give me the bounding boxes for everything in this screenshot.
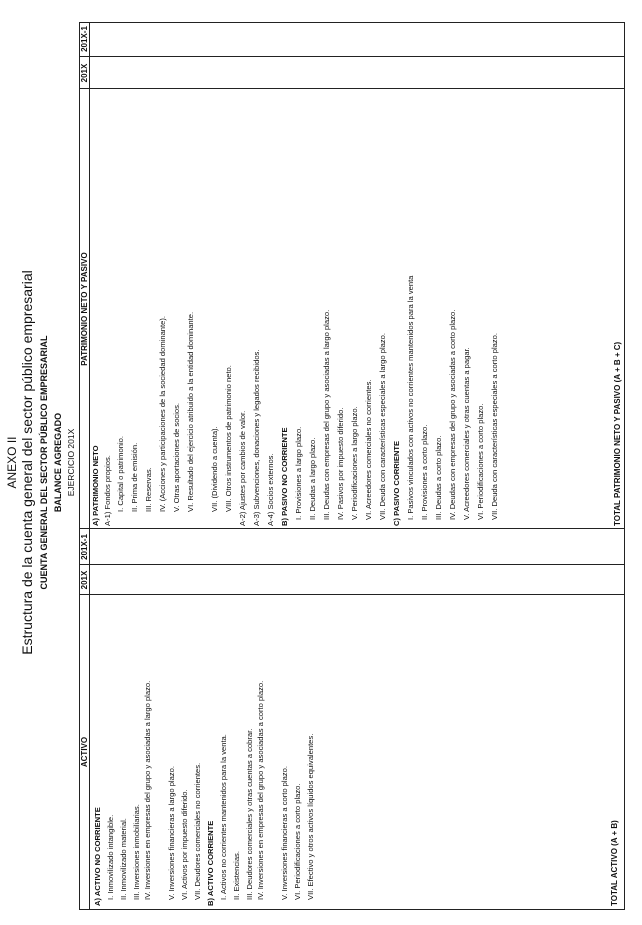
list-item: V. Inversiones financieras a largo plazo.	[167, 766, 176, 900]
header-prev-year: 201X-1	[80, 26, 89, 52]
list-item: V. Periodificaciones a largo plazo.	[350, 406, 359, 520]
list-item: VII. (Dividendo a cuenta).	[210, 426, 219, 512]
list-item: III. Deudores comerciales y otras cuentas a cobrar.	[245, 728, 254, 900]
divider	[80, 594, 624, 595]
list-item: II. Provisiones a corto plazo.	[420, 424, 429, 520]
balance-table	[79, 22, 625, 910]
balance-title: BALANCE AGREGADO	[53, 412, 63, 513]
activo-list	[91, 598, 317, 906]
divider	[80, 56, 624, 57]
list-item: I. Pasivos vinculados con activos no corrientes mantenidos para la venta	[406, 275, 415, 520]
list-item: VI. Periodificaciones a corto plazo.	[293, 783, 302, 900]
divider	[80, 88, 624, 89]
list-item: C) PASIVO CORRIENTE	[392, 440, 401, 526]
list-item: IV. (Acciones y participaciones de la sociedad dominante).	[158, 315, 167, 512]
total-activo: TOTAL ACTIVO (A + B)	[610, 820, 619, 906]
list-item: A-1) Fondos propios.	[103, 455, 112, 526]
header-year: 201X	[80, 570, 89, 590]
divider	[80, 528, 624, 529]
list-item: IV. Inversiones en empresas del grupo y asociadas a corto plazo.	[256, 680, 265, 900]
list-item: V. Acreedores comerciales y otras cuentas a pagar.	[462, 347, 471, 520]
list-item: IV. Inversiones en empresas del grupo y asociadas a largo plazo.	[143, 680, 152, 900]
list-item: III. Inversiones inmobiliarias.	[132, 804, 141, 900]
header-year: 201X	[80, 63, 89, 83]
list-item: I. Activos no corrientes mantenidos para la venta.	[219, 734, 228, 900]
list-item: VII. Deuda con características especiales a corto plazo.	[490, 333, 499, 520]
exercise-label: EJERCICIO 201X	[66, 428, 76, 497]
list-item: A-2) Ajustes por cambios de valor.	[238, 410, 247, 526]
list-item: III. Reservas.	[144, 467, 153, 512]
list-item: IV. Deudas con empresas del grupo y asociadas a corto plazo.	[448, 309, 457, 520]
list-item: A-3) Subvenciones, donaciones y legados recibidos.	[252, 349, 261, 526]
list-item: III. Deudas a corto plazo.	[434, 435, 443, 520]
total-pasivo: TOTAL PATRIMONIO NETO Y PASIVO (A + B + C)	[613, 341, 622, 526]
list-item: A) PATRIMONIO NETO	[91, 445, 100, 526]
annex-label: ANEXO II	[5, 436, 19, 489]
list-item: A) ACTIVO NO CORRIENTE	[93, 807, 102, 906]
header-prev-year: 201X-1	[80, 534, 89, 560]
list-item: I. Provisiones a largo plazo.	[294, 426, 303, 520]
list-item: I. Inmovilizado intangible.	[106, 814, 115, 900]
list-item: II. Deudas a largo plazo.	[308, 437, 317, 520]
list-item: B) ACTIVO CORRIENTE	[206, 820, 215, 906]
list-item: VII. Efectivo y otros activos líquidos equivalentes.	[306, 733, 315, 900]
header-activo: ACTIVO	[80, 736, 89, 768]
list-item: VI. Periodificaciones a corto plazo.	[476, 403, 485, 520]
pasivo-list	[90, 92, 502, 526]
list-item: V. Inversiones financieras a corto plazo.	[280, 766, 289, 900]
list-item: VI. Resultado del ejercicio atribuido a la entidad dominante.	[186, 311, 195, 512]
list-item: I. Capital o patrimonio.	[116, 436, 125, 512]
list-item: V. Otras aportaciones de socios.	[172, 402, 181, 512]
list-item: III. Deudas con empresas del grupo y asociadas a largo plazo.	[322, 309, 331, 520]
list-item: B) PASIVO NO CORRIENTE	[280, 427, 289, 526]
document-subtitle: CUENTA GENERAL DEL SECTOR PÚBLICO EMPRESARIAL	[39, 335, 49, 590]
list-item: VI. Activos por impuesto diferido.	[180, 789, 189, 900]
list-item: IV. Pasivos por impuesto diferido.	[336, 407, 345, 520]
header-pasivo: PATRIMONIO NETO Y PASIVO	[80, 252, 89, 366]
list-item: VIII. Otros instrumentos de patrimonio neto.	[224, 365, 233, 512]
list-item: II. Inmovilizado material.	[119, 818, 128, 900]
list-item: II. Prima de emisión.	[130, 442, 139, 512]
list-item: VI. Acreedores comerciales no corrientes.	[364, 379, 373, 520]
divider	[80, 564, 624, 565]
list-item: VII. Deudores comerciales no corrientes.	[193, 762, 202, 900]
list-item: II. Existencias.	[232, 851, 241, 900]
list-item: A-4) Socios externos.	[266, 453, 275, 526]
document-title: Estructura de la cuenta general del sector público empresarial	[19, 270, 35, 655]
list-item: VII. Deuda con características especiales a largo plazo.	[378, 333, 387, 520]
